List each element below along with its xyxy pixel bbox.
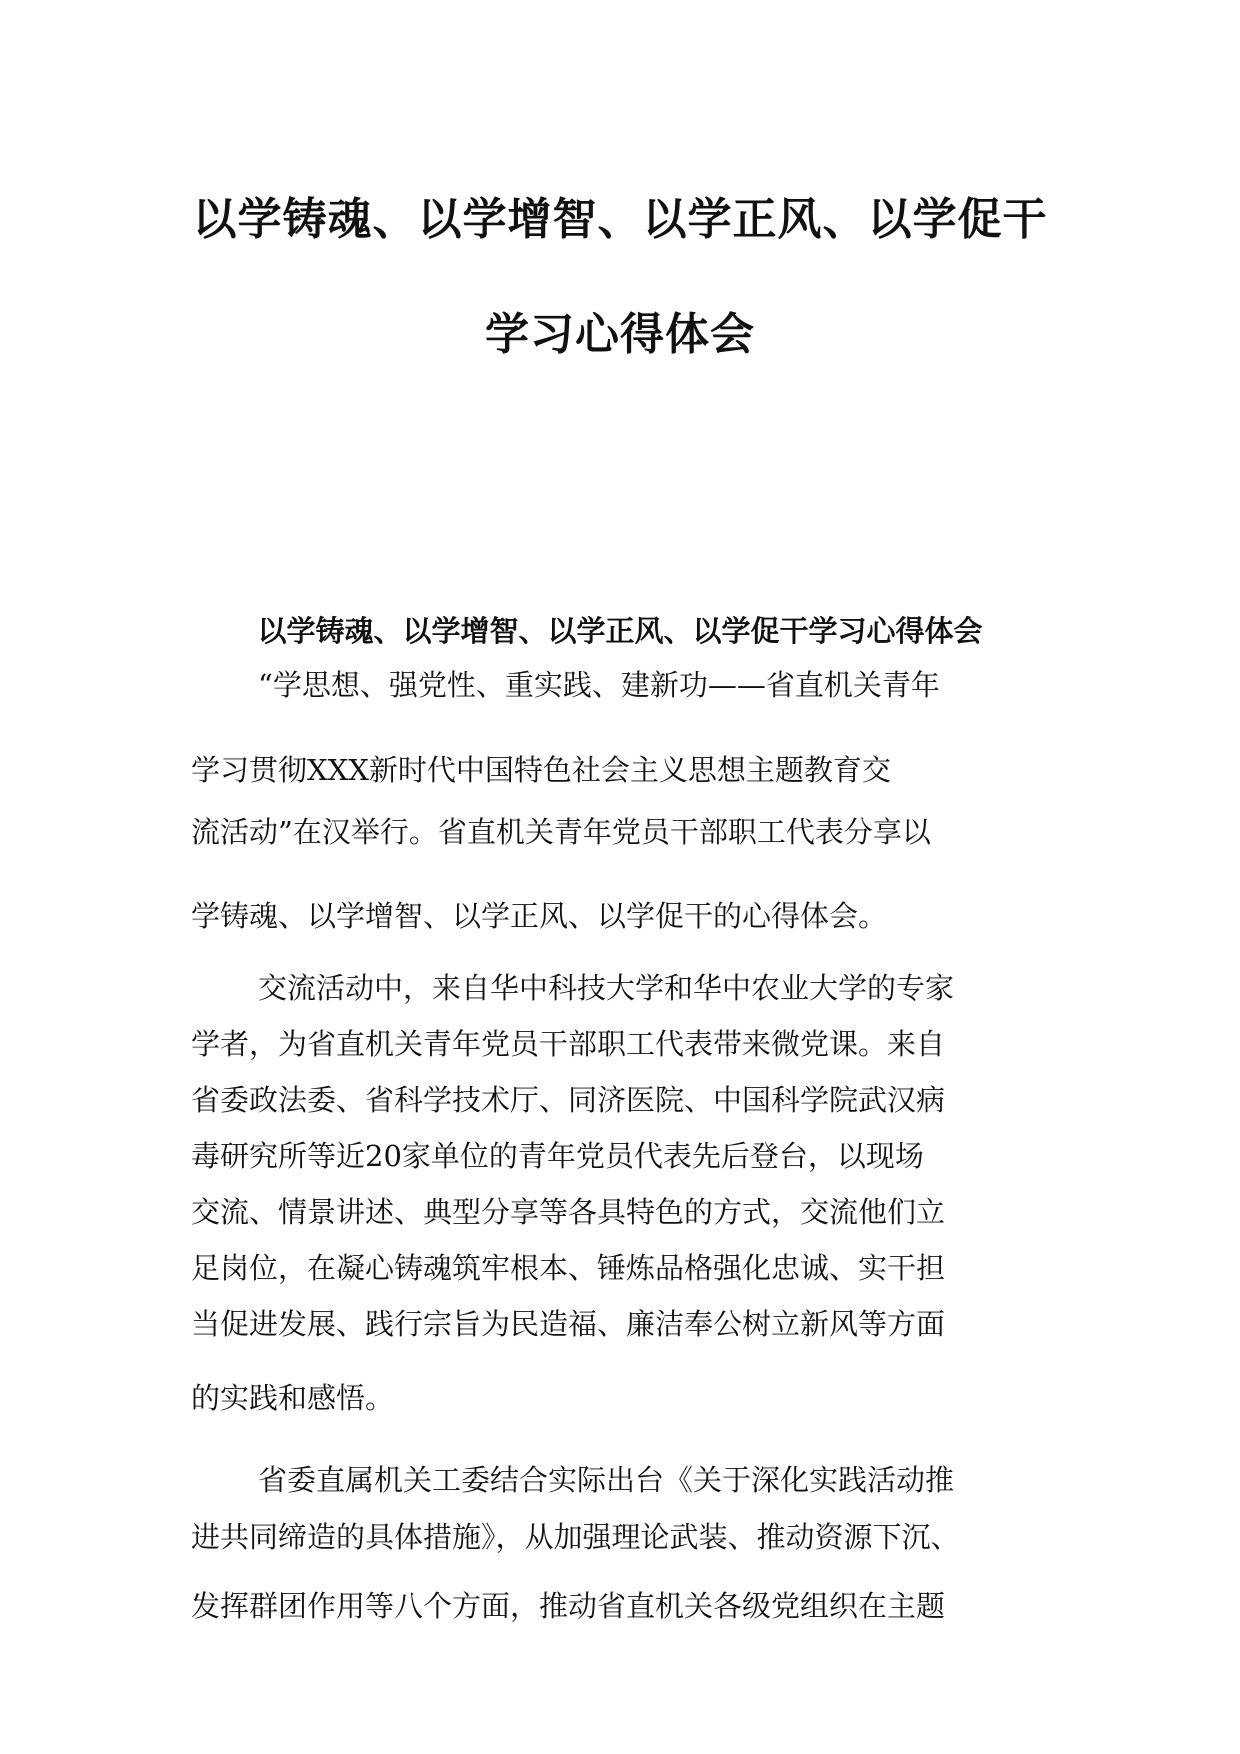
paragraph-line: 学者，为省直机关青年党员干部职工代表带来微党课。来自 (191, 1027, 946, 1061)
paragraph-line: 交流活动中，来自华中科技大学和华中农业大学的专家 (258, 971, 955, 1005)
paragraph-line: 省委直属机关工委结合实际出台《关于深化实践活动推 (258, 1463, 955, 1497)
paragraph-line: 当促进发展、践行宗旨为民造福、廉洁奉公树立新风等方面 (191, 1307, 946, 1341)
paragraph-line: “学思想、强党性、重实践、建新功——省直机关青年 (258, 668, 940, 702)
paragraph-line: 发挥群团作用等八个方面，推动省直机关各级党组织在主题 (191, 1589, 946, 1623)
paragraph-line: 流活动”在汉举行。省直机关青年党员干部职工代表分享以 (191, 815, 931, 849)
paragraph-line: 的实践和感悟。 (191, 1381, 395, 1415)
paragraph-line: 交流、情景讲述、典型分享等各具特色的方式，交流他们立 (191, 1195, 946, 1229)
paragraph-line: 学习贯彻XXX新时代中国特色社会主义思想主题教育交 (191, 753, 891, 787)
paragraph-line: 毒研究所等近20家单位的青年党员代表先后登台，以现场 (191, 1139, 924, 1173)
paragraph-line: 省委政法委、省科学技术厅、同济医院、中国科学院武汉病 (191, 1083, 946, 1117)
document-title-line-2: 学习心得体会 (485, 309, 755, 360)
document-title-line-1: 以学铸魂、以学增智、以学正风、以学促干 (192, 194, 1048, 245)
section-heading: 以学铸魂、以学增智、以学正风、以学促干学习心得体会 (257, 614, 983, 648)
paragraph-line: 足岗位，在凝心铸魂筑牢根本、锤炼品格强化忠诚、实干担 (191, 1251, 946, 1285)
paragraph-line: 学铸魂、以学增智、以学正风、以学促干的心得体会。 (191, 899, 888, 933)
paragraph-line: 进共同缔造的具体措施》，从加强理论武装、推动资源下沉、 (191, 1520, 960, 1554)
